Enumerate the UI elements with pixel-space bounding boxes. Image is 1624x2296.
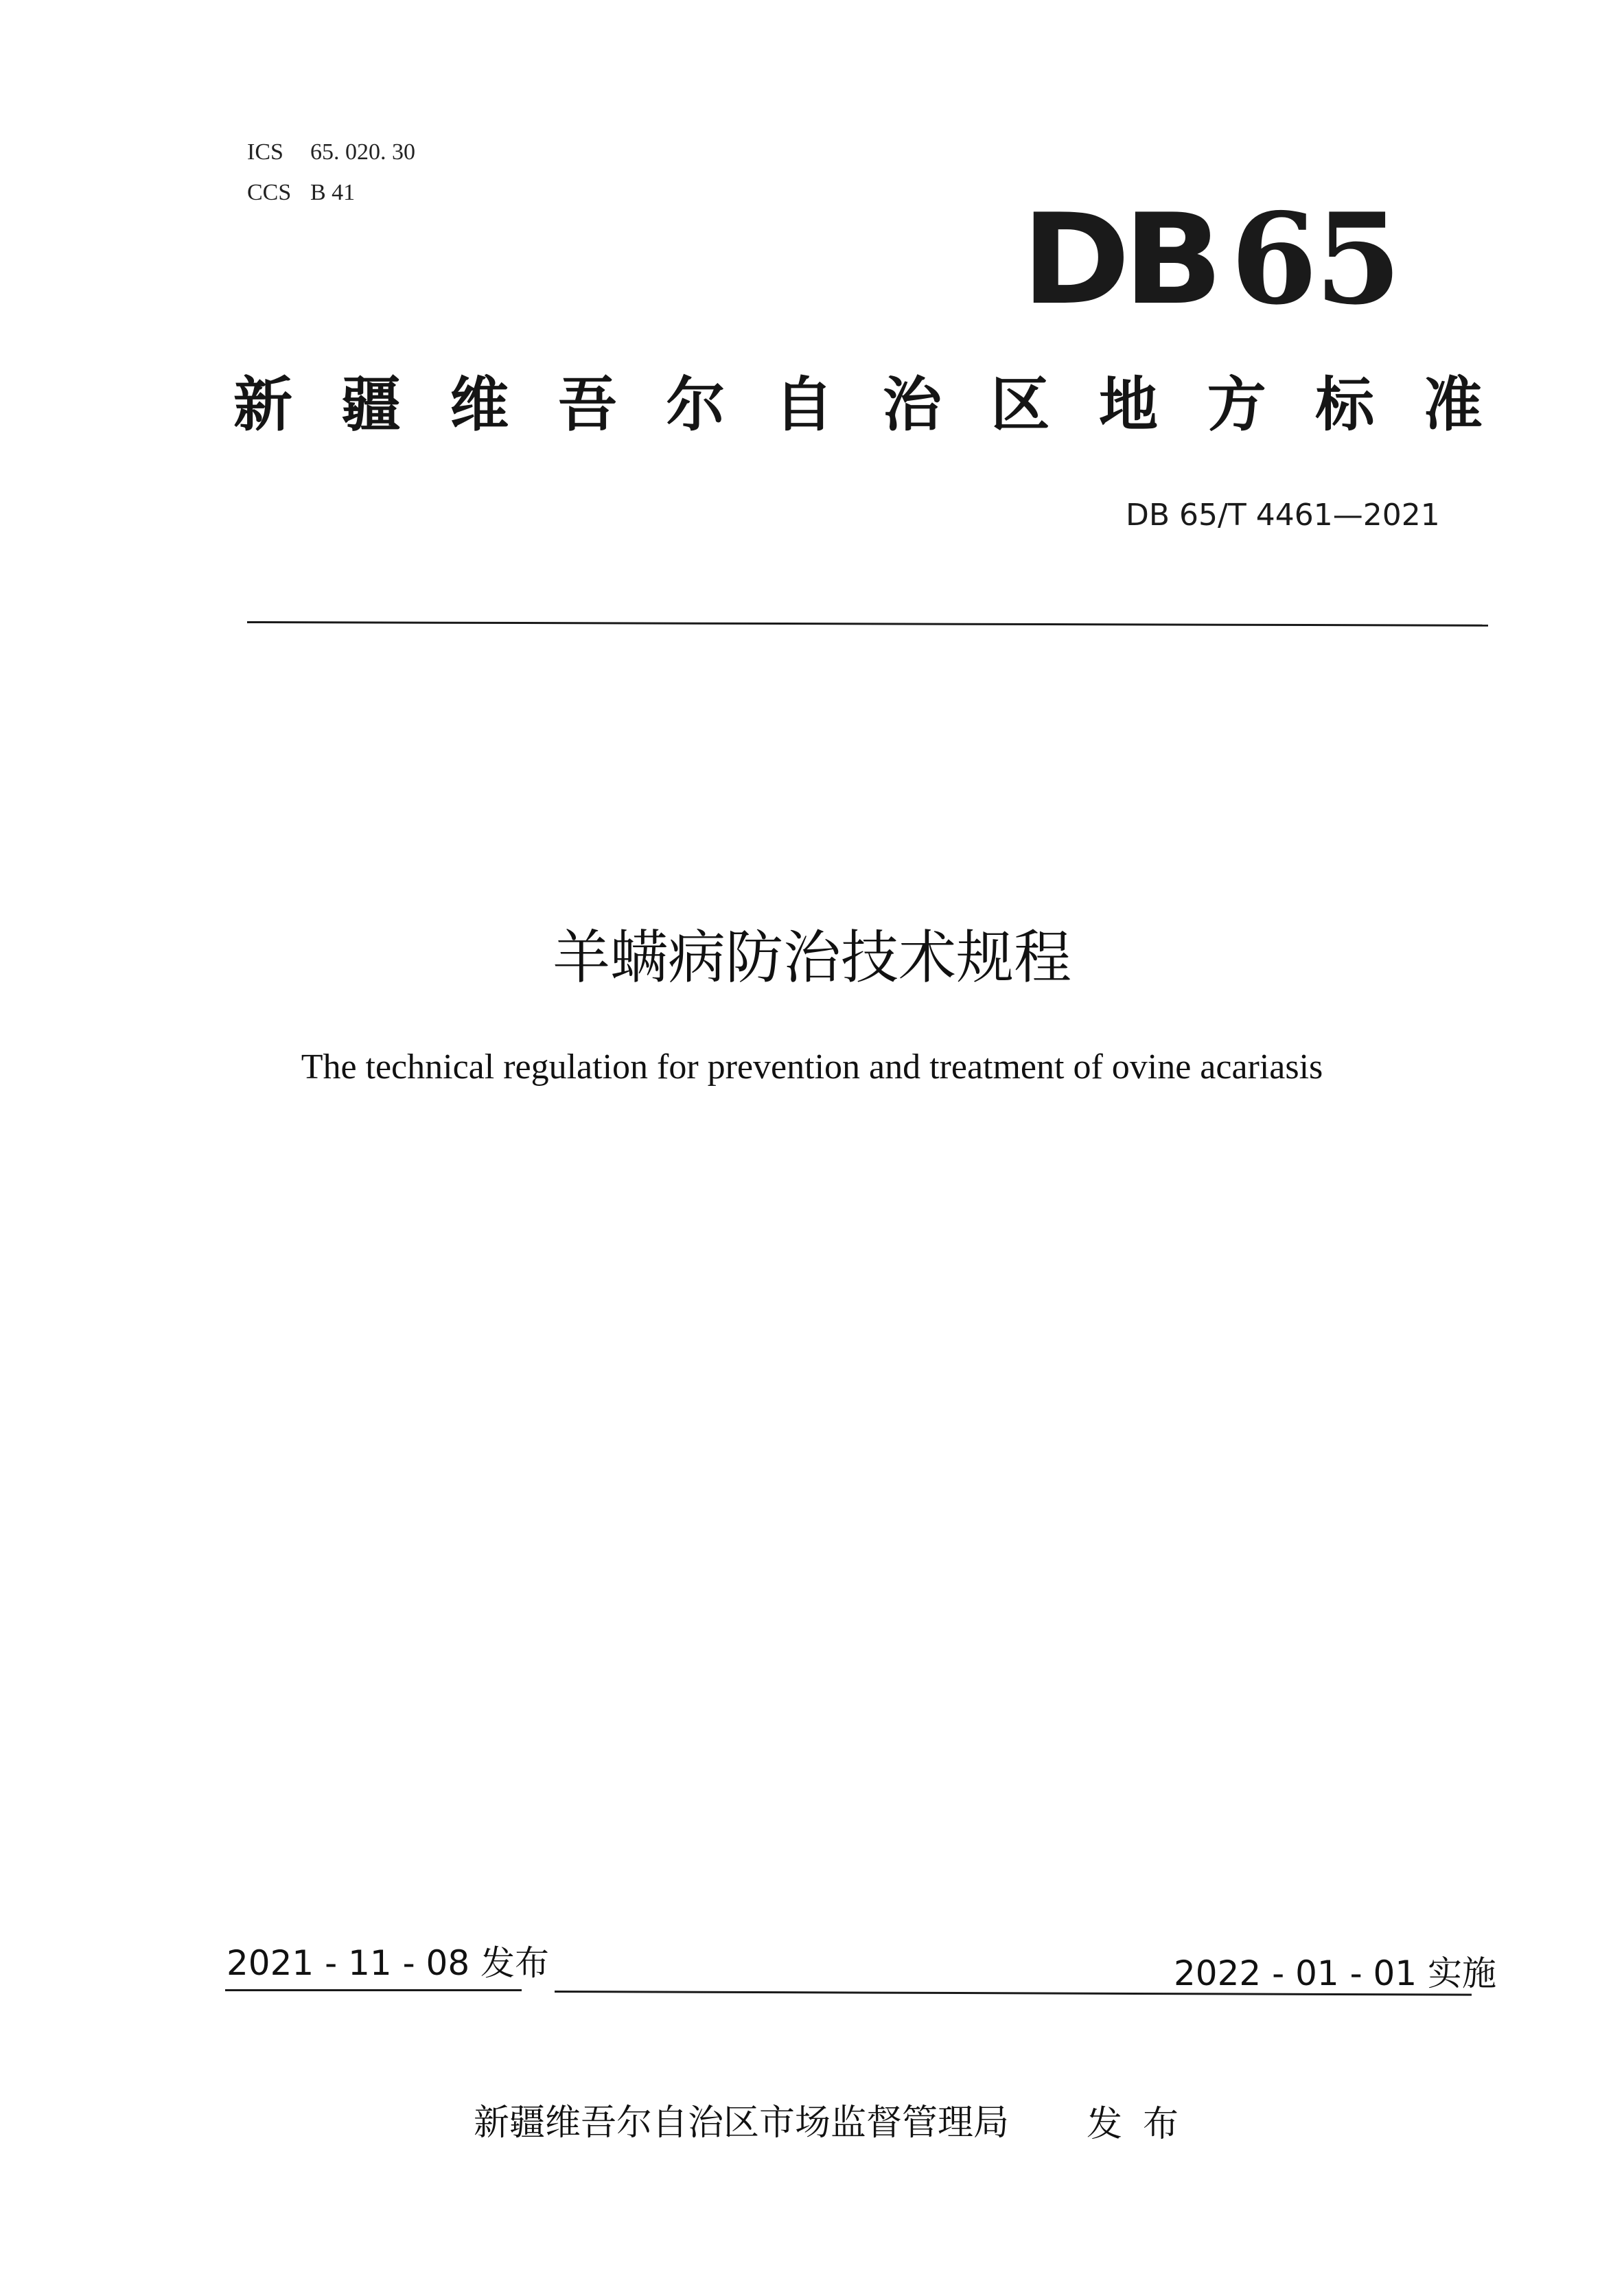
release-date: 2021 - 11 - 08 发布 [227, 1943, 550, 1983]
db65-logo [1021, 185, 1400, 332]
standard-code: DB 65/T 4461—2021 [1126, 498, 1440, 533]
standard-type-heading [233, 367, 1483, 443]
standard-type-char: 吾 [557, 371, 617, 439]
standard-type-char: 尔 [666, 371, 726, 439]
standard-type-char: 疆 [341, 371, 401, 439]
ics-code [247, 139, 415, 165]
db-letters: DB [1021, 187, 1216, 332]
issuing-authority: 新疆维吾尔自治区市场监督管理局 [474, 2102, 1010, 2144]
ics-value: 65. 020. 30 [310, 139, 415, 165]
standard-type-char: 新 [233, 371, 292, 439]
standard-type-char: 准 [1423, 371, 1483, 439]
standard-type-char: 治 [882, 371, 942, 439]
standard-type-char: 区 [990, 371, 1050, 439]
standard-type-char: 标 [1315, 371, 1375, 439]
standard-type-char: 方 [1207, 371, 1266, 439]
standard-type-char: 自 [774, 371, 834, 439]
ccs-code [247, 180, 355, 206]
standard-type-char: 地 [1099, 371, 1158, 439]
db-number: 65 [1230, 185, 1400, 332]
document-title-en: The technical regulation for prevention and treatment of ovine acariasis [301, 1047, 1323, 1087]
ccs-label: CCS [247, 180, 292, 205]
header-divider [247, 621, 1488, 627]
ccs-value: B 41 [310, 180, 356, 205]
standard-type-char: 维 [450, 371, 509, 439]
release-date-underline [225, 1989, 522, 1991]
document-title-zh: 羊螨病防治技术规程 [552, 924, 1071, 991]
ics-label: ICS [247, 139, 283, 165]
issue-word: 发布 [1087, 2104, 1200, 2145]
effective-date: 2022 - 01 - 01 实施 [1174, 1953, 1497, 1993]
